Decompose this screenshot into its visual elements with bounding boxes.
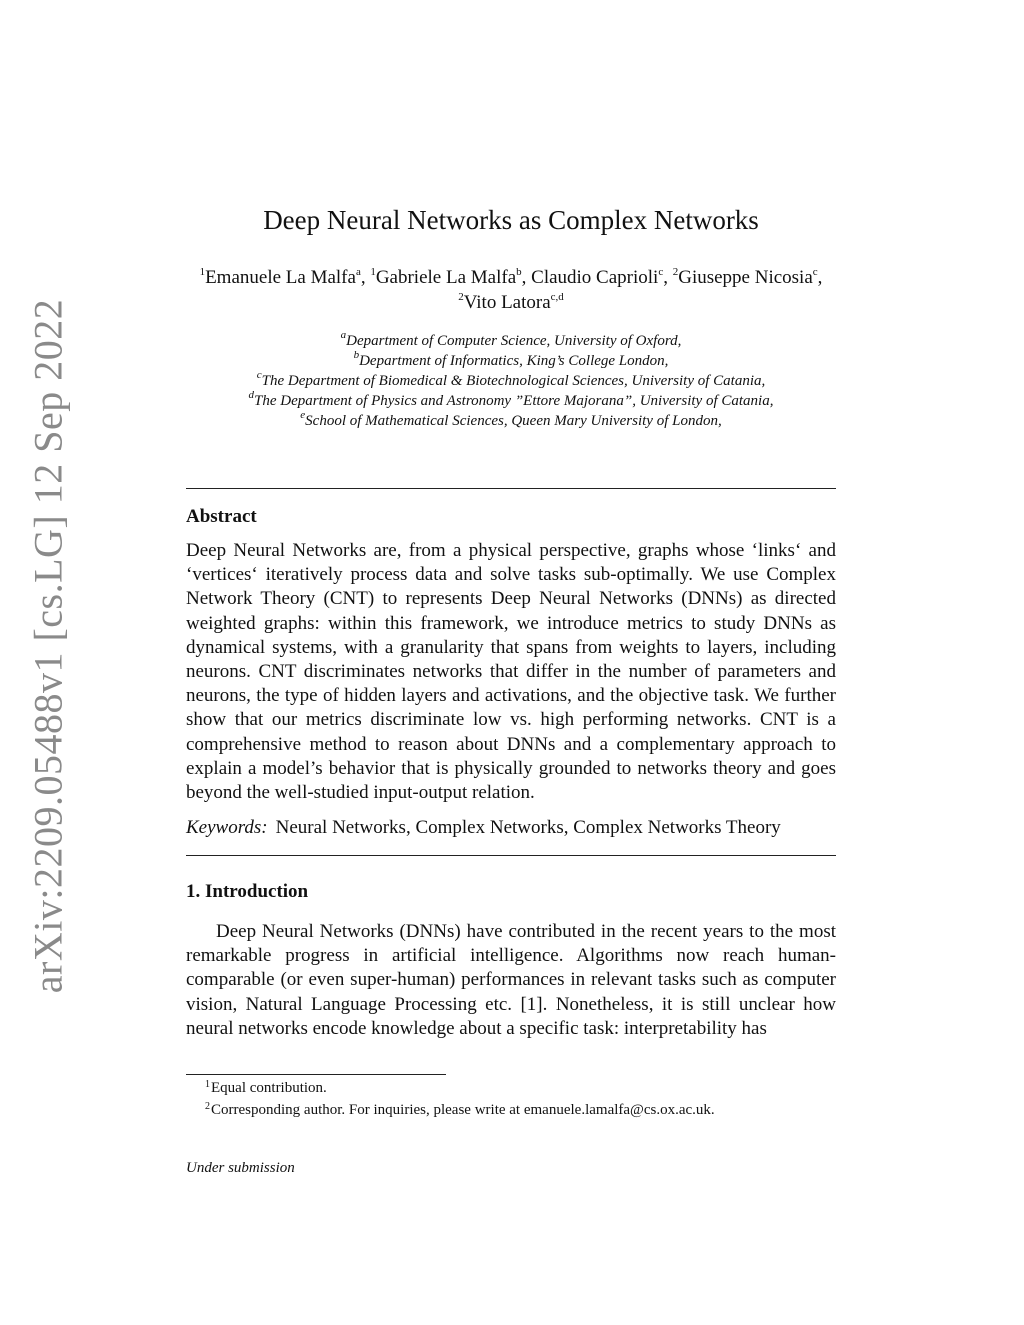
footnote-mark: 1 xyxy=(205,1079,210,1090)
affiliation-mark: b xyxy=(353,349,360,361)
footnote-text: Corresponding author. For inquiries, please write at emanuele.lamalfa@cs.ox.ac.uk. xyxy=(211,1102,715,1118)
introduction-text: Deep Neural Networks (DNNs) have contributed in the recent years to the most remarkable progress in artificial intelligence. Algorithms now reach human-comparable (or even super-human) performances in relevant tasks such as computer vision, Natural Language Processing etc. [1]. Nonetheless, it is still unclear how neural networks encode knowledge about a specific task: interpretability has xyxy=(186,921,836,1039)
author xyxy=(531,267,673,288)
affiliation xyxy=(186,371,836,391)
arxiv-identifier: arXiv:2209.05488v1 [cs.LG] 12 Sep 2022 xyxy=(25,298,71,994)
author-note-mark: 1 xyxy=(199,265,206,278)
abstract-bottom-rule xyxy=(186,855,836,856)
affiliation-text: Department of Computer Science, University of Oxford, xyxy=(346,333,682,349)
author-name: Giuseppe Nicosia xyxy=(678,267,813,288)
affiliation xyxy=(186,411,836,431)
footnote-list xyxy=(205,1078,845,1122)
affiliation-list xyxy=(186,331,836,431)
author xyxy=(673,267,823,288)
abstract-heading: Abstract xyxy=(186,506,257,527)
author-name: Emanuele La Malfa xyxy=(205,267,356,288)
section-heading-introduction: 1. Introduction xyxy=(186,881,309,902)
affiliation xyxy=(186,351,836,371)
affiliation xyxy=(186,331,836,351)
affiliation-mark: c xyxy=(256,369,262,381)
affiliation-mark: c xyxy=(812,265,818,278)
footnote xyxy=(205,1078,845,1100)
author xyxy=(200,267,371,288)
author-note-mark: 2 xyxy=(672,265,679,278)
author-name: Gabriele La Malfa xyxy=(375,267,517,288)
author xyxy=(458,292,564,313)
author-separator: , xyxy=(360,267,371,288)
affiliation-text: Department of Informatics, King’s College London, xyxy=(359,353,669,369)
abstract-text: Deep Neural Networks are, from a physical perspective, graphs whose ‘links‘ and ‘vertices‘ iteratively process data and solve tasks sub-optimally. We use Complex Network Theory (CNT) to represents Deep Neural Networks (DNNs) as directed weighted graphs: within this framework, we introduce metrics to study DNNs as dynamical systems, with a granularity that spans from weights to layers, including neurons. CNT discriminates networks that differ in the number of parameters and neurons, the type of hidden layers and activations, and the objective task. We further show that our metrics discriminate low vs. high performing networks. CNT is a comprehensive method to reason about DNNs and a complementary approach to explain a model’s behavior that is physically grounded to networks theory and goes beyond the well-studied input-output relation. xyxy=(186,540,836,804)
affiliation-mark: c xyxy=(658,265,664,278)
author-name: Claudio Caprioli xyxy=(531,267,659,288)
paper-title: Deep Neural Networks as Complex Networks xyxy=(263,205,759,235)
affiliation-mark: a xyxy=(355,265,361,278)
abstract-top-rule xyxy=(186,488,836,489)
footnote-mark: 2 xyxy=(205,1101,210,1112)
affiliation-mark: e xyxy=(300,409,306,421)
author xyxy=(370,267,531,288)
keywords-label: Keywords: xyxy=(186,817,268,838)
author-name: Vito Latora xyxy=(463,292,551,313)
affiliation-mark: d xyxy=(248,389,255,401)
footnote-rule xyxy=(186,1074,446,1075)
affiliation-mark: b xyxy=(516,265,522,278)
affiliation-mark: c,d xyxy=(550,290,564,303)
footnote xyxy=(205,1100,845,1122)
affiliation-mark: a xyxy=(340,329,347,341)
affiliation-text: The Department of Physics and Astronomy ”Ettore Majorana”, University of Catania, xyxy=(254,393,774,409)
submission-status: Under submission xyxy=(186,1160,295,1176)
author-separator: , xyxy=(521,267,532,288)
author-separator: , xyxy=(663,267,673,288)
author-list xyxy=(186,265,836,315)
footnote-text: Equal contribution. xyxy=(211,1080,327,1096)
keywords xyxy=(186,816,836,840)
author-note-mark: 2 xyxy=(458,290,464,303)
author-note-mark: 1 xyxy=(370,265,376,278)
affiliation-text: School of Mathematical Sciences, Queen Mary University of London, xyxy=(305,413,722,429)
affiliation-text: The Department of Biomedical & Biotechnological Sciences, University of Catania, xyxy=(261,373,766,389)
keywords-text: Neural Networks, Complex Networks, Complex Networks Theory xyxy=(275,817,781,838)
author-separator: , xyxy=(817,267,823,288)
affiliation xyxy=(186,391,836,411)
